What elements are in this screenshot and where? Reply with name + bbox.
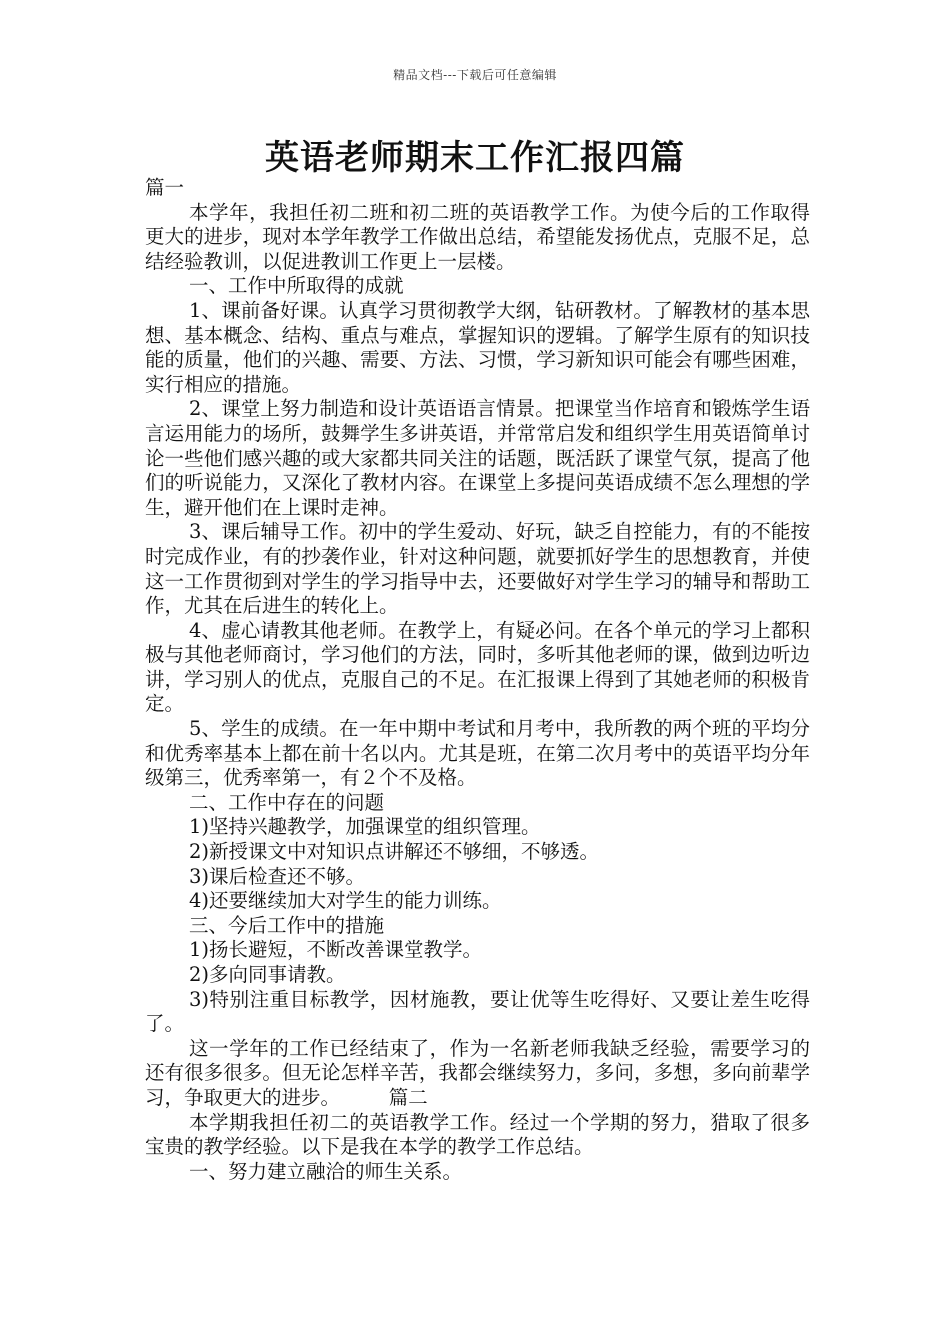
list-item: 3)特别注重目标教学，因材施教，要让优等生吃得好、又要让差生吃得了。: [145, 987, 810, 1036]
paragraph: 3、课后辅导工作。初中的学生爱动、好玩，缺乏自控能力，有的不能按时完成作业，有的抄袭作业，针对这种问题，就要抓好学生的思想教育，并使这一工作贯彻到对学生的学习指导中去，还要做好对学生学习的辅导和帮助工作，尤其在后进生的转化上。: [145, 520, 810, 618]
list-item: 4)还要继续加大对学生的能力训练。: [189, 889, 502, 913]
section-heading: 三、今后工作中的措施: [189, 913, 385, 937]
paragraph: 本学年，我担任初二班和初二班的英语教学工作。为使今后的工作取得更大的进步，现对本学年教学工作做出总结，希望能发扬优点，克服不足，总结经验教训，以促进教训工作更上一层楼。: [145, 200, 810, 273]
section-label: 篇一: [145, 176, 185, 199]
paragraph: 4、虚心请教其他老师。在教学上，有疑必问。在各个单元的学习上都积极与其他老师商讨，学习他们的方法，同时，多听其他老师的课，做到边听边讲，学习别人的优点，克服自己的不足。在汇报课上得到了其她老师的积极肯定。: [145, 618, 810, 716]
document-title: 英语老师期末工作汇报四篇: [265, 138, 685, 178]
document-header: 精品文档---下载后可任意编辑: [393, 68, 557, 82]
section-heading: 一、努力建立融洽的师生关系。: [189, 1159, 463, 1183]
document-body: [145, 176, 810, 1184]
list-item: 2)多向同事请教。: [189, 963, 346, 986]
paragraph: 5、学生的成绩。在一年中期中考试和月考中，我所教的两个班的平均分和优秀率基本上都在前十名以内。尤其是班，在第二次月考中的英语平均分年级第三，优秀率第一，有２个不及格。: [145, 717, 810, 790]
paragraph: 这一学年的工作已经结束了，作为一名新老师我缺乏经验，需要学习的还有很多很多。但无论怎样辛苦，我都会继续努力，多问，多想，多向前辈学习，争取更大的进步。 篇二: [145, 1036, 810, 1109]
paragraph: 2、课堂上努力制造和设计英语语言情景。把课堂当作培育和锻炼学生语言运用能力的场所，鼓舞学生多讲英语，并常常启发和组织学生用英语简单讨论一些他们感兴趣的或大家都共同关注的话题，既活跃了课堂气氛，提高了他们的听说能力，又深化了教材内容。在课堂上多提问英语成绩不怎么理想的学生，避开他们在上课时走神。: [145, 397, 810, 519]
paragraph: 本学期我担任初二的英语教学工作。经过一个学期的努力，猎取了很多宝贵的教学经验。以下是我在本学的教学工作总结。: [145, 1110, 810, 1159]
paragraph: 1、课前备好课。认真学习贯彻教学大纲，钻研教材。了解教材的基本思想、基本概念、结构、重点与难点，掌握知识的逻辑。了解学生原有的知识技能的质量，他们的兴趣、需要、方法、习惯，学习新知识可能会有哪些困难，实行相应的措施。: [145, 298, 810, 396]
list-item: 1)扬长避短，不断改善课堂教学。: [189, 938, 483, 962]
list-item: 2)新授课文中对知识点讲解还不够细，不够透。: [189, 840, 600, 864]
section-heading: 一、工作中所取得的成就: [189, 274, 404, 298]
list-item: 3)课后检查还不够。: [189, 864, 366, 888]
section-heading: 二、工作中存在的问题: [189, 790, 385, 814]
list-item: 1)坚持兴趣教学，加强课堂的组织管理。: [189, 815, 541, 839]
